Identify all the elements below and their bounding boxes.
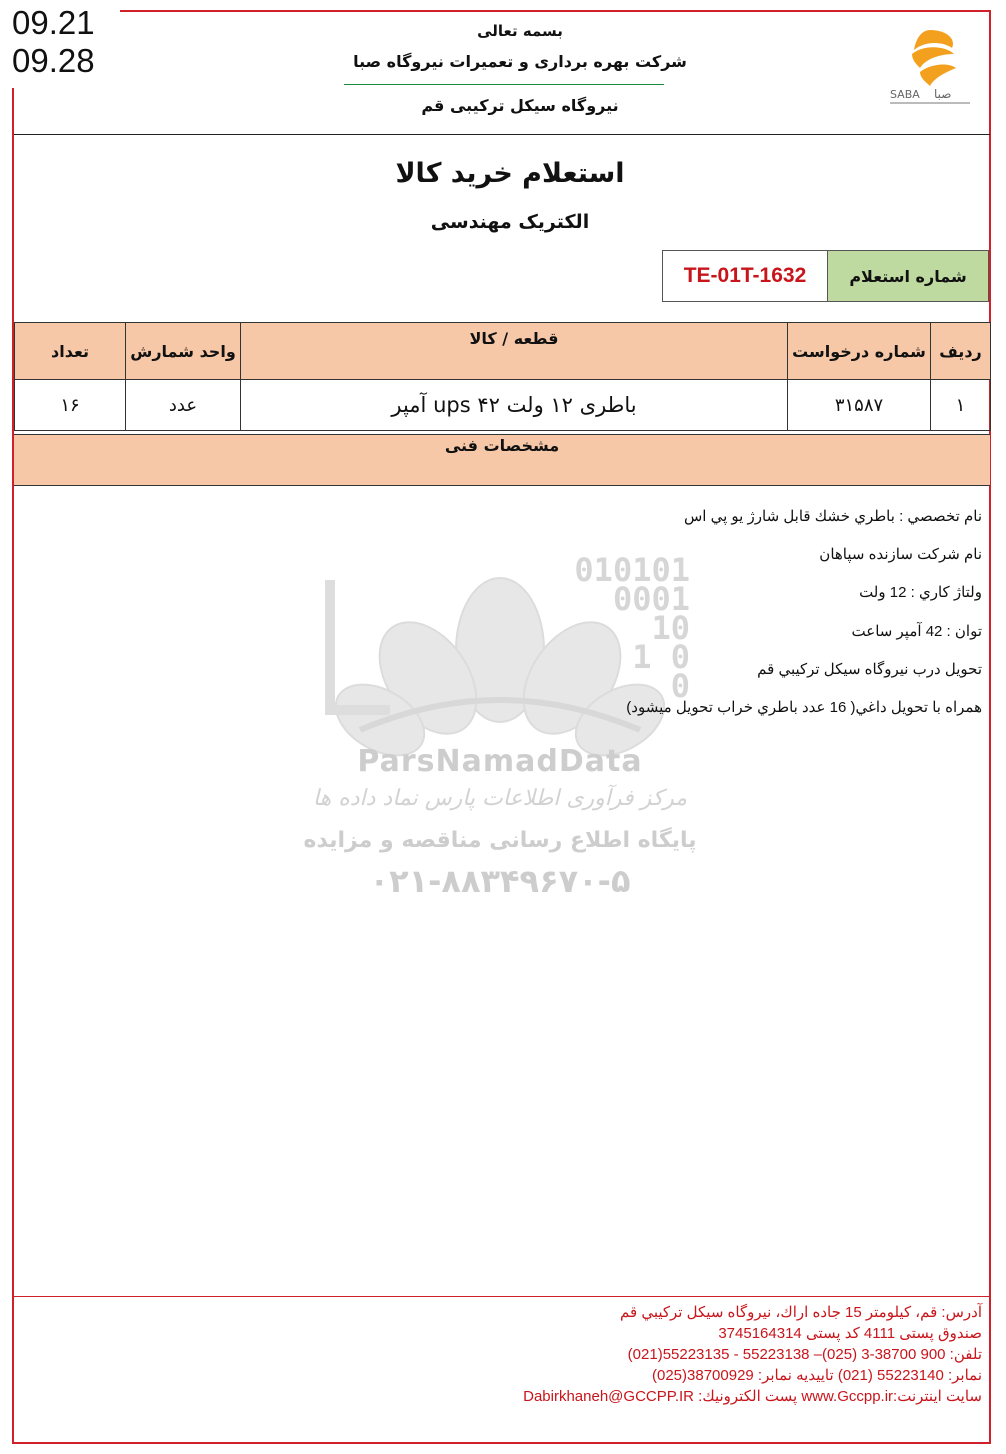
inquiry-number-value: TE-01T-1632	[662, 250, 828, 302]
col-qty-header: تعداد	[15, 323, 126, 380]
footer-contact	[82, 1302, 982, 1407]
col-request-header: شماره درخواست	[788, 323, 931, 380]
cell-row: ۱	[931, 380, 991, 431]
inquiry-number-label: شماره استعلام	[827, 250, 989, 302]
specs-list	[282, 498, 982, 727]
company-name: شرکت بهره برداری و تعمیرات نیروگاه صبا	[353, 52, 687, 71]
cell-unit: عدد	[126, 380, 241, 431]
department-title: الکتریک مهندسی	[430, 211, 590, 233]
spec-line: نام تخصصي : باطري خشك قابل شارژ يو پي اس	[683, 508, 982, 525]
svg-text:صبا: صبا	[934, 87, 952, 101]
watermark-phone: ۰۲۱-۸۸۳۴۹۶۷۰-۵	[369, 862, 631, 900]
watermark-brand: ParsNamadData	[357, 744, 643, 779]
basmala: بسمه تعالی	[477, 22, 563, 40]
footer-pobox: صندوق پستی 4111 کد پستی 3745164314	[718, 1325, 982, 1342]
watermark-digit-line: 1 0	[632, 638, 690, 676]
plant-name: نیروگاه سیکل ترکیبی قم	[421, 96, 619, 115]
document-title: استعلام خرید کالا	[395, 158, 625, 189]
spec-line: ولتاژ كاري : 12 ولت	[859, 584, 982, 602]
watermark-line-2: مرکز فرآوری اطلاعات پارس نماد داده ها	[312, 786, 688, 811]
table-row	[15, 380, 991, 431]
table-header-row	[15, 323, 991, 380]
footer-phone: تلفن: 900 38700-3 (025)– 55223138 - 55223135(021)	[627, 1346, 982, 1363]
saba-logo	[886, 24, 976, 108]
svg-text:SABA: SABA	[890, 88, 920, 101]
items-table	[14, 322, 991, 431]
date-stamp-2: 09.28	[12, 42, 95, 79]
watermark-digit-line: 10	[651, 609, 690, 647]
watermark-digit-line: 0	[670, 667, 690, 705]
col-row-header: ردیف	[931, 323, 991, 380]
cell-qty: ۱۶	[15, 380, 126, 431]
spec-line: توان : 42 آمپر ساعت	[851, 622, 982, 640]
spec-line: نام شركت سازنده سپاهان	[819, 546, 982, 564]
company-underline	[344, 84, 664, 85]
cell-request: ۳۱۵۸۷	[788, 380, 931, 431]
watermark-digit-line: 010101	[574, 551, 690, 589]
spec-line: تحويل درب نيروگاه سيكل تركيبي قم	[757, 660, 982, 678]
header-divider	[14, 134, 990, 135]
col-unit-header: واحد شمارش	[126, 323, 241, 380]
footer-address: آدرس: قم، كيلومتر 15 جاده اراك، نيروگاه سيكل تركيبي قم	[620, 1304, 982, 1321]
cell-item: باطری ۱۲ ولت ups ۴۲ آمپر	[241, 380, 788, 431]
footer-divider	[14, 1296, 990, 1297]
watermark-line-3: پایگاه اطلاع رسانی مناقصه و مزایده	[303, 828, 697, 853]
date-stamp	[12, 4, 112, 80]
specs-title: مشخصات فنی	[444, 436, 560, 455]
footer-fax: نمابر: 55223140 (021) تاييديه نمابر: 38700929(025)	[651, 1367, 982, 1384]
date-stamp-1: 09.21	[12, 4, 95, 41]
col-item-header: قطعه / کالا	[241, 323, 788, 380]
spec-line: همراه با تحويل داغي( 16 عدد باطري خراب تحويل ميشود)	[626, 699, 982, 717]
footer-web-email: سايت اينترنت:www.Gccpp.ir پست الکترونیك: Dabirkhaneh@GCCPP.IR	[523, 1388, 982, 1405]
watermark-digit-line: 0001	[612, 580, 690, 618]
